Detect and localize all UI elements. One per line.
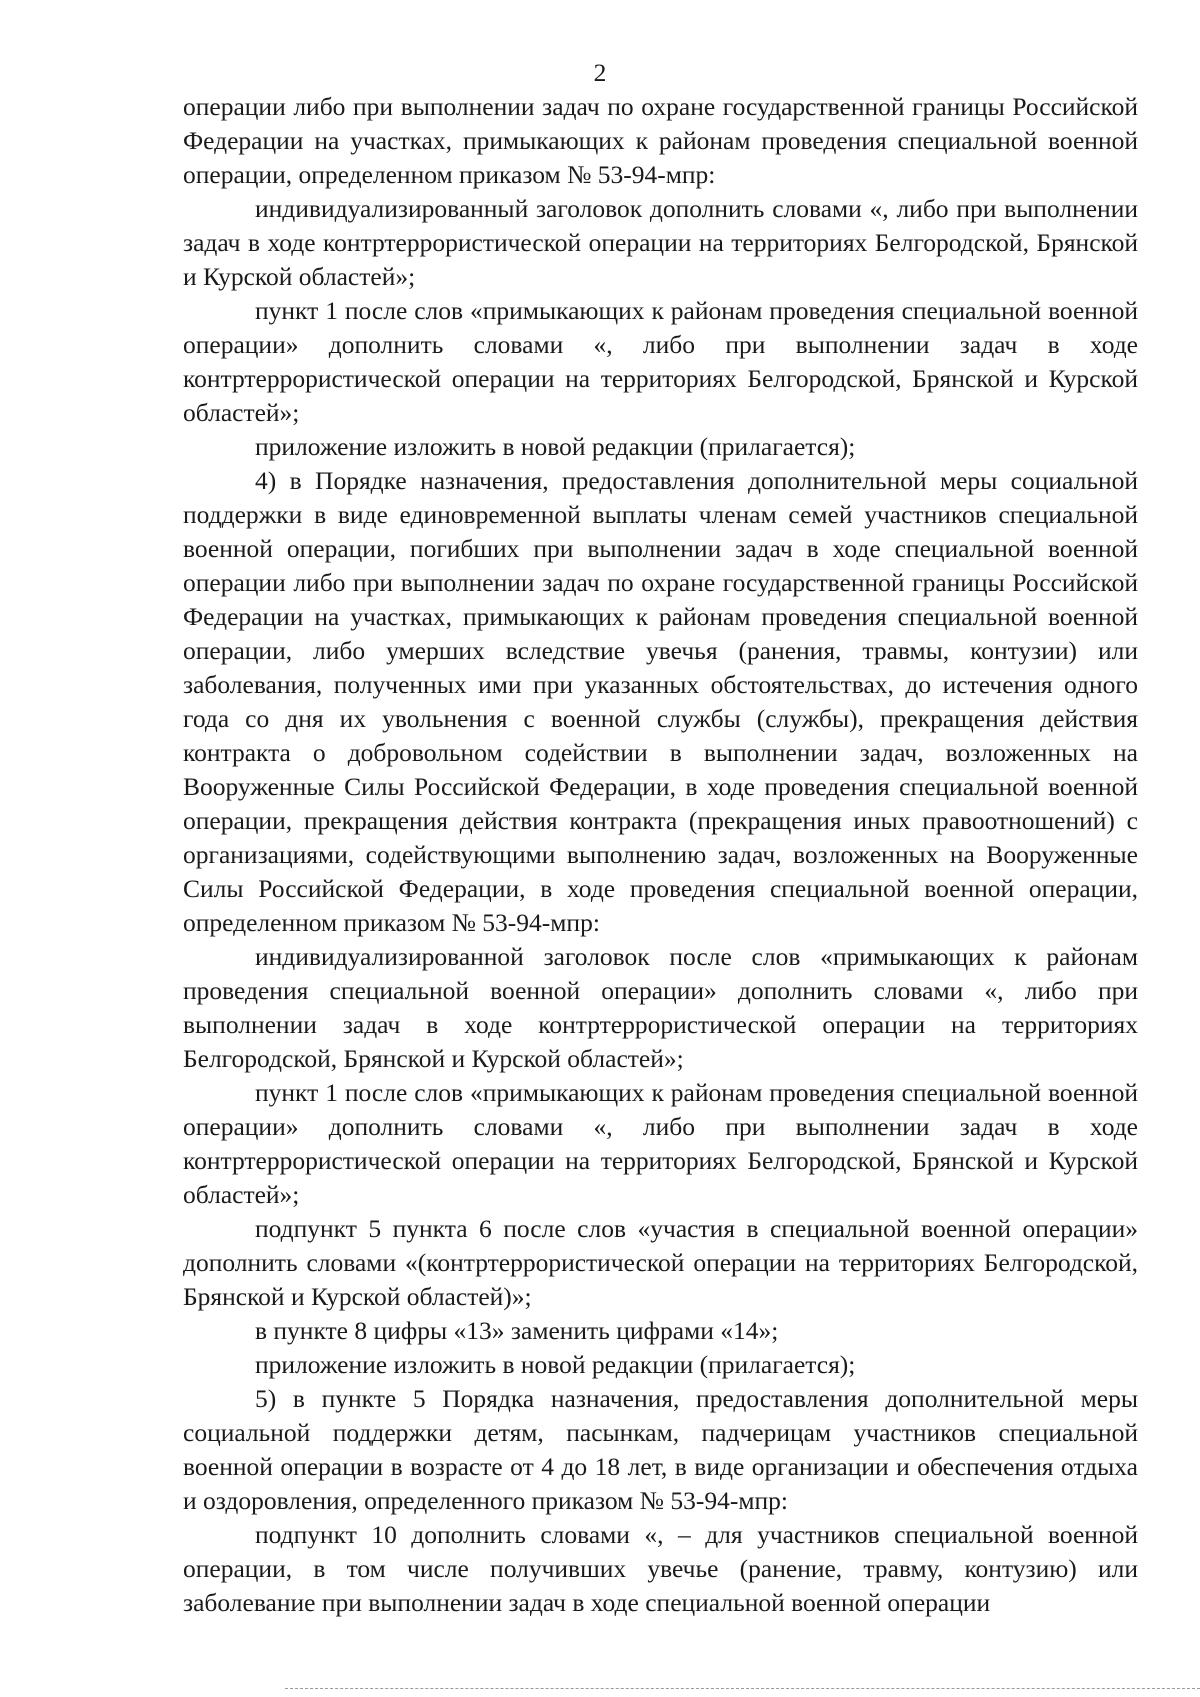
paragraph-continuation: операции либо при выполнении задач по охране государственной границы Российской Федерации на участках, примыкающих к районам проведения специальной военной операции, определенном приказом № 53-94-мпр: bbox=[183, 92, 1138, 189]
paragraph-amend-point-1-2: пункт 1 после слов «примыкающих к районам проведения специальной военной операции» дополнить словами «, либо при выполнении задач в ходе контртеррористической операции на территориях Белгородской, Брянской и Курской областей»; bbox=[183, 1078, 1138, 1209]
paragraph-amend-heading-2: индивидуализированной заголовок после слов «примыкающих к районам проведения специальной военной операции» дополнить словами «, либо при выполнении задач в ходе контртеррористической операции на территориях Белгородской, Брянской и Курской областей»; bbox=[183, 942, 1138, 1073]
paragraph-point-8: в пункте 8 цифры «13» заменить цифрами «14»; bbox=[255, 1316, 779, 1345]
paragraph-item-4: 4) в Порядке назначения, предоставления дополнительной меры социальной поддержки в виде единовременной выплаты членам семей участников специальной военной операции, погибших при выполнении задач в ходе специальной военной операции либо при выполнении задач по охране государственной границы Российской Федерации на участках, примыкающих к районам проведения специальной военной операции, либо умерших вследствие увечья (ранения, травмы, контузии) или заболевания, полученных ими при указанных обстоятельствах, до истечения одного года со дня их увольнения с военной службы (службы), прекращения действия контракта о добровольном содействии в выполнении задач, возложенных на Вооруженные Силы Российской Федерации, в ходе проведения специальной военной операции, прекращения действия контракта (прекращения иных правоотношений) с организациями, содействующими выполнению задач, возложенных на Вооруженные Силы Российской Федерации, в ходе проведения специальной военной операции, определенном приказом № 53-94-мпр: bbox=[183, 466, 1138, 937]
paragraph-appendix-2: приложение изложить в новой редакции (прилагается); bbox=[255, 1350, 856, 1379]
paragraph-item-5: 5) в пункте 5 Порядка назначения, предоставления дополнительной меры социальной поддержки детям, пасынкам, падчерицам участников специальной военной операции в возрасте от 4 до 18 лет, в виде организации и обеспечения отдыха и оздоровления, определенного приказом № 53-94-мпр: bbox=[183, 1384, 1138, 1515]
page-bottom-divider bbox=[285, 1688, 1200, 1689]
paragraph-amend-heading: индивидуализированный заголовок дополнить словами «, либо при выполнении задач в ходе контртеррористической операции на территориях Белгородской, Брянской и Курской областей»; bbox=[183, 194, 1138, 291]
paragraph-amend-point-1: пункт 1 после слов «примыкающих к районам проведения специальной военной операции» дополнить словами «, либо при выполнении задач в ходе контртеррористической операции на территориях Белгородской, Брянской и Курской областей»; bbox=[183, 296, 1138, 427]
paragraph-appendix: приложение изложить в новой редакции (прилагается); bbox=[255, 432, 856, 461]
paragraph-subpoint-5: подпункт 5 пункта 6 после слов «участия в специальной военной операции» дополнить словами «(контртеррористической операции на территориях Белгородской, Брянской и Курской областей)»; bbox=[183, 1214, 1138, 1311]
page-number: 2 bbox=[593, 58, 607, 87]
document-body bbox=[183, 90, 1138, 1620]
paragraph-subpoint-10: подпункт 10 дополнить словами «, – для участников специальной военной операции, в том числе получивших увечье (ранение, травму, контузию) или заболевание при выполнении задач в ходе специальной военной операции bbox=[183, 1520, 1138, 1617]
